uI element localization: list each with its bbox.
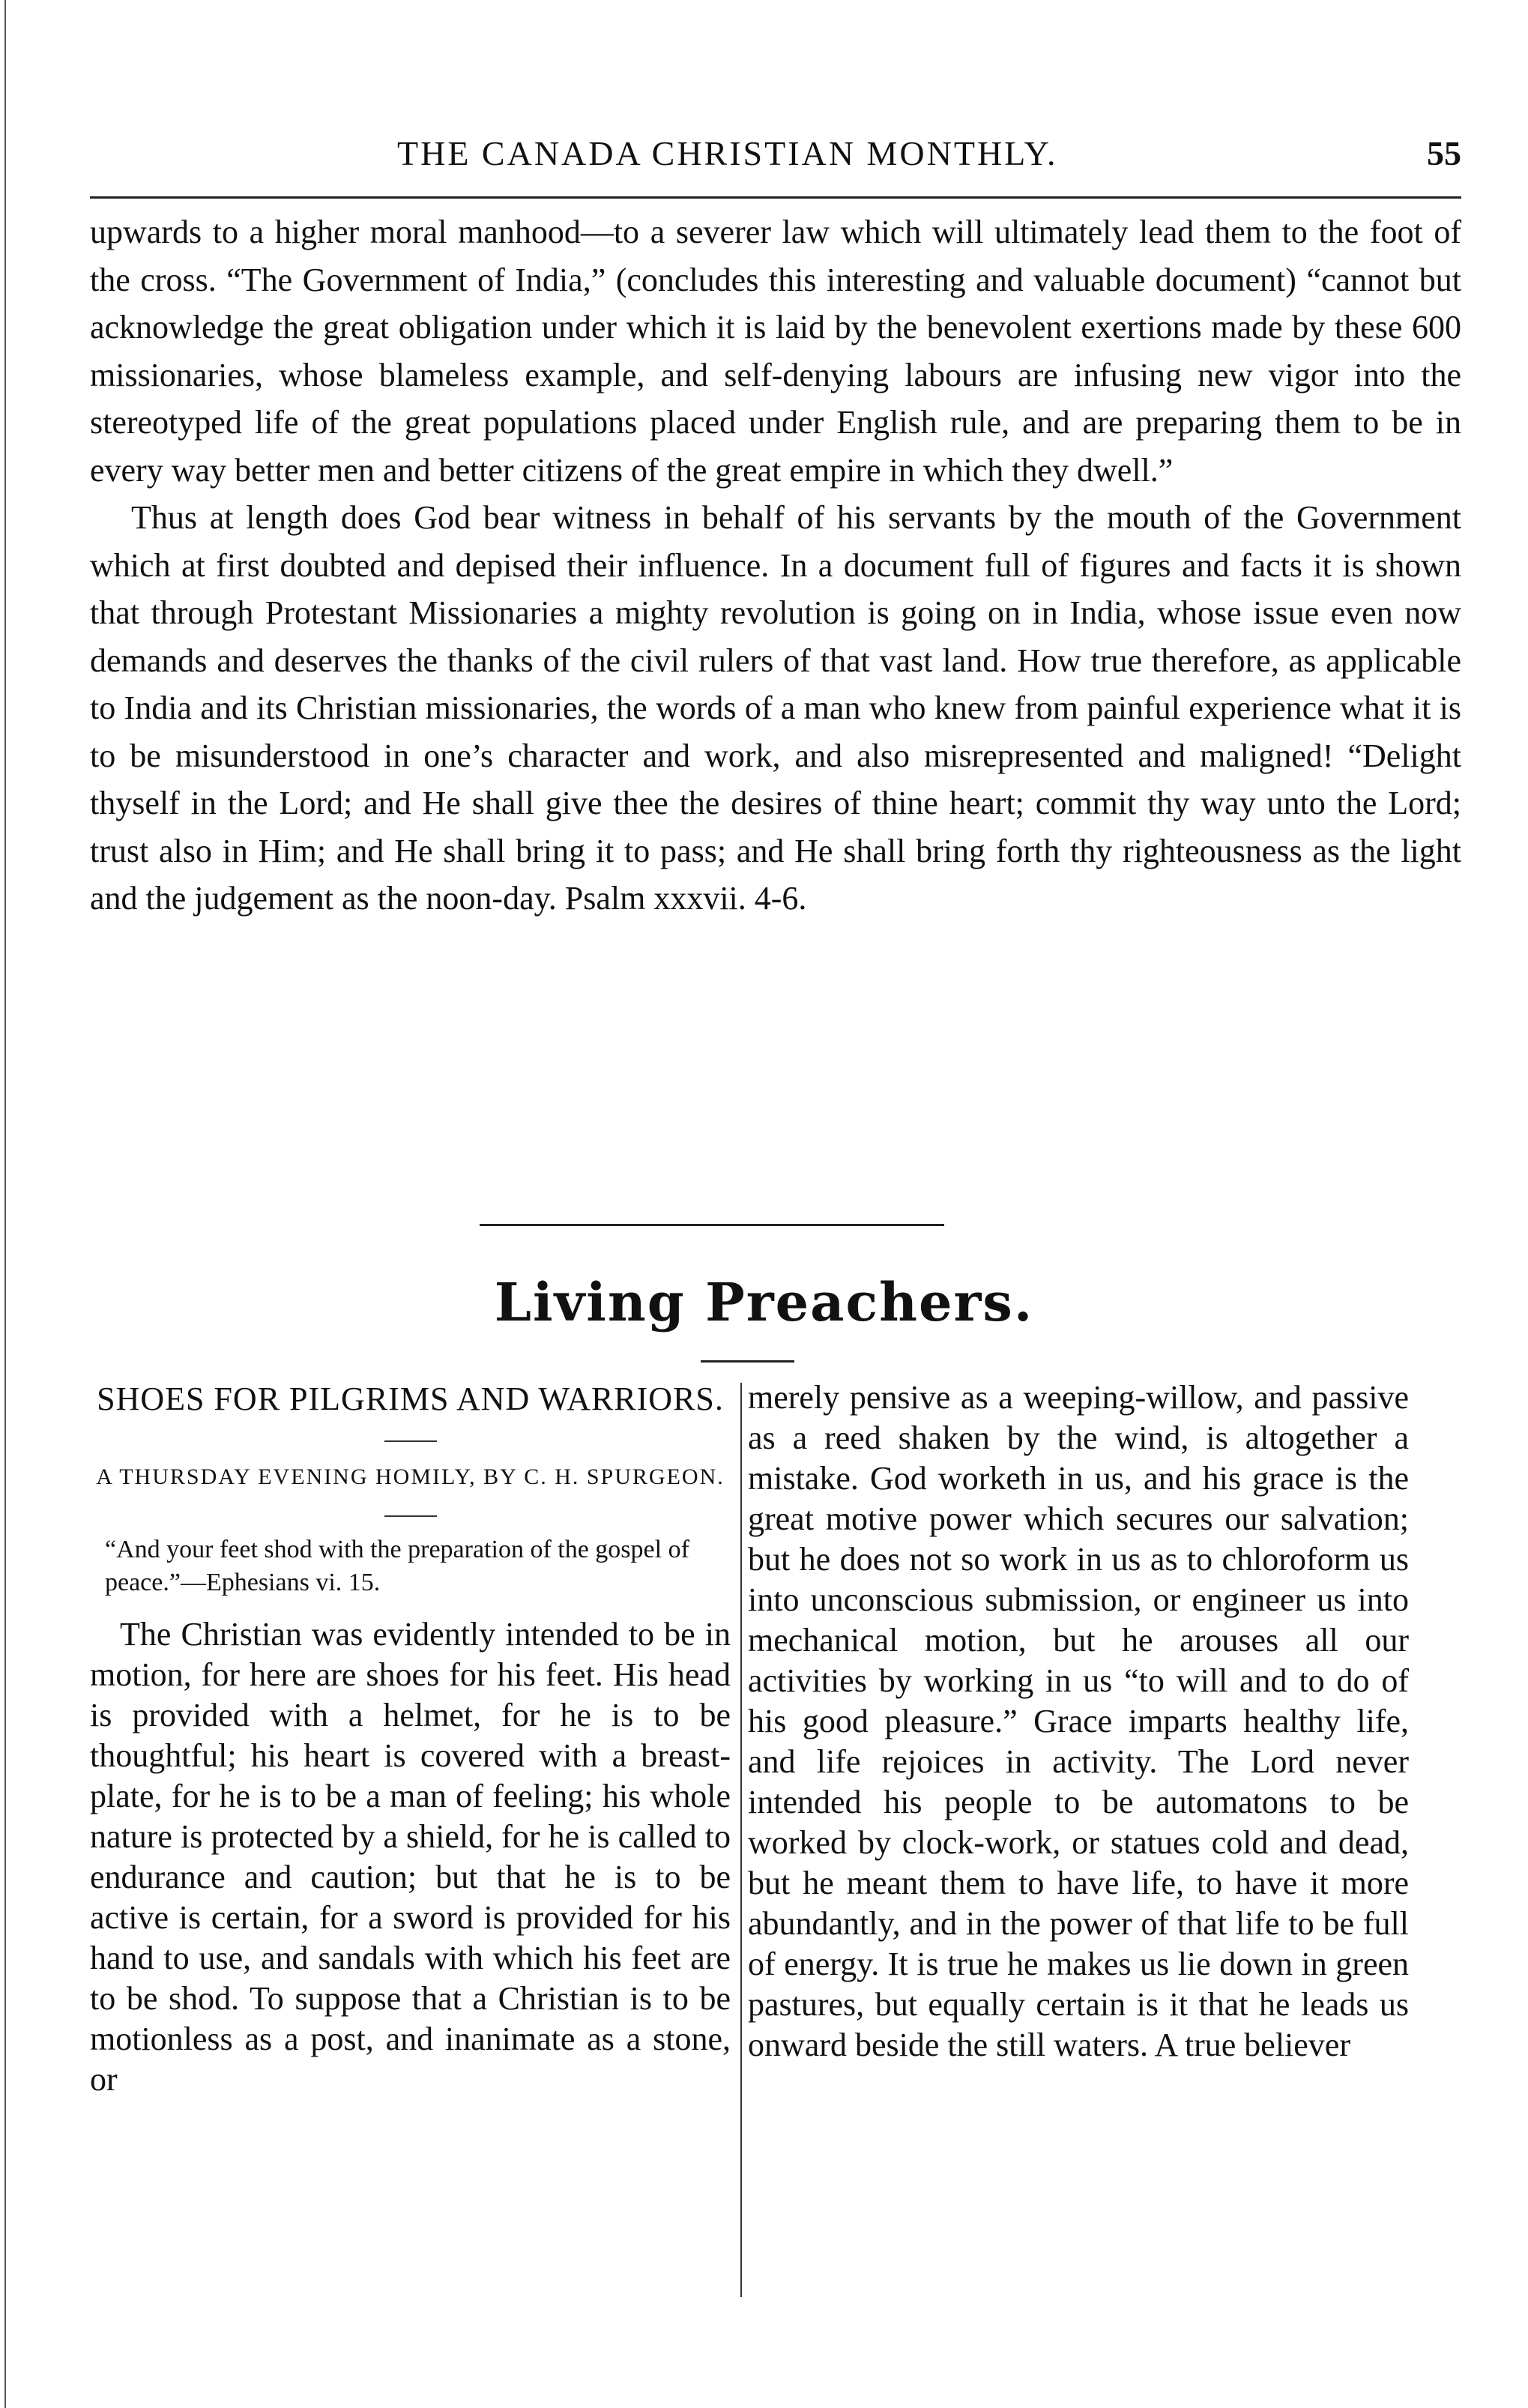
- title-divider: [384, 1440, 437, 1442]
- running-head: THE CANADA CHRISTIAN MONTHLY.: [397, 134, 1058, 172]
- section-title-rule: [701, 1360, 794, 1363]
- section-title: Living Preachers.: [494, 1271, 1034, 1333]
- right-column: [748, 1377, 1409, 2065]
- byline-divider: [384, 1515, 437, 1517]
- main-text: [90, 208, 1461, 923]
- article-byline: A THURSDAY EVENING HOMILY, BY C. H. SPURGEON.: [96, 1464, 725, 1489]
- section-divider-rule: [480, 1224, 944, 1226]
- article-epigraph: “And your feet shod with the preparation of the gospel of peace.”—Ephesians vi. 15.: [105, 1536, 689, 1596]
- page-header: [90, 133, 1461, 178]
- column-divider: [740, 1383, 742, 2297]
- page-edge-rule: [4, 0, 6, 2408]
- left-column: [90, 1377, 731, 2100]
- page-number: 55: [1427, 134, 1461, 172]
- article-title: SHOES FOR PILGRIMS AND WARRIORS.: [97, 1380, 724, 1417]
- body-paragraph: upwards to a higher moral manhood—to a severer law which will ultimately lead them to the foot of the cross. “The Government of India,” (concludes this interesting and valuable document) “cannot but acknowledge the great obligation under which it is laid by the benevolent exertions made by these 600 missionaries, whose blameless example, and self-denying labours are infusing new vigor into the stereotyped life of the great populations placed under English rule, and are preparing them to be in every way better men and better citizens of the great empire in which they dwell.”: [90, 214, 1461, 489]
- right-column-text: merely pensive as a weeping-willow, and passive as a reed shaken by the wind, is altogether a mistake. God worketh in us, and his grace is the great motive power which secures our salvation; but he does not so work in us as to chloroform us into unconscious submission, or engineer us into mechanical motion, but he arouses all our activities by working in us “to will and to do of his good pleasure.” Grace imparts healthy life, and life rejoices in activity. The Lord never intended his people to be automatons to be worked by clock-work, or statues cold and dead, but he meant them to have life, to have it more abundantly, and in the power of that life to be full of energy. It is true he makes us lie down in green pastures, but equally certain is it that he leads us onward beside the still waters. A true believer: [748, 1379, 1409, 2063]
- header-rule: [90, 196, 1461, 199]
- left-column-text: The Christian was evidently intended to be in motion, for here are shoes for his feet. His head is provided with a helmet, for he is to be thoughtful; his heart is covered with a breast-plate, for he is to be a man of feeling; his whole nature is protected by a shield, for he is called to endurance and caution; but that he is to be active is certain, for a sword is provided for his hand to use, and sandals with which his feet are to be shod. To suppose that a Christian is to be motionless as a post, and inanimate as a stone, or: [90, 1616, 731, 2098]
- body-paragraph: Thus at length does God bear witness in behalf of his servants by the mouth of the Government which at first doubted and depised their influence. In a document full of figures and facts it is shown that through Protestant Missionaries a mighty revolution is going on in India, whose issue even now demands and deserves the thanks of the civil rulers of that vast land. How true therefore, as applicable to India and its Christian missionaries, the words of a man who knew from painful experience what it is to be misunderstood in one’s character and work, and also misrepresented and maligned! “Delight thyself in the Lord; and He shall give thee the desires of thine heart; commit thy way unto the Lord; trust also in Him; and He shall bring it to pass; and He shall bring forth thy righteousness as the light and the judgement as the noon-day. Psalm xxxvii. 4-6.: [90, 499, 1461, 917]
